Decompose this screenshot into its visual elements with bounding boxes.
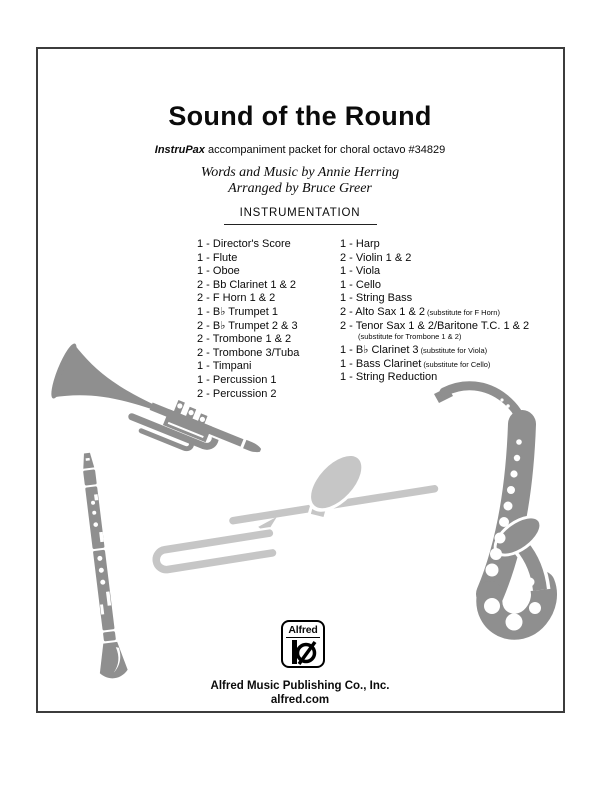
instrument-line: 2 - Percussion 2 xyxy=(197,387,277,400)
instrument-list-item xyxy=(197,279,299,293)
instrument-list-item xyxy=(340,265,529,279)
instrument-list-item xyxy=(340,238,529,252)
instrument-list-item xyxy=(197,320,299,334)
instrument-line: 1 - B♭ Clarinet 3 xyxy=(340,344,419,357)
saxophone-icon xyxy=(410,360,568,665)
substitute-note: (substitute for Viola) xyxy=(420,346,488,356)
clarinet-icon xyxy=(55,448,155,696)
instrument-list-item xyxy=(340,252,529,266)
instrument-line: 1 - Director's Score xyxy=(197,238,291,250)
instrument-line: 1 - Flute xyxy=(197,251,238,264)
instrument-line: 1 - Timpani xyxy=(197,360,252,373)
alfred-logo-text: Alfred xyxy=(286,624,320,638)
credits xyxy=(0,165,600,197)
instrument-list-item xyxy=(340,344,529,358)
instrument-line: 2 - Tenor Sax 1 & 2/Baritone T.C. 1 & 2 xyxy=(340,319,530,332)
instrument-line: 1 - B♭ Trumpet 1 xyxy=(197,305,278,318)
alfred-logo xyxy=(281,620,325,668)
instrument-list-item xyxy=(340,292,529,306)
publisher-name: Alfred Music Publishing Co., Inc. xyxy=(210,680,390,692)
instrumentation-heading: INSTRUMENTATION xyxy=(239,207,361,219)
subtitle-text: accompaniment packet for choral octavo #34829 xyxy=(204,144,446,156)
subtitle xyxy=(0,144,600,156)
instrument-line: 1 - Percussion 1 xyxy=(197,373,277,386)
instrument-line: 2 - Trombone 3/Tuba xyxy=(197,346,300,359)
instrument-line: 1 - Viola xyxy=(340,265,381,278)
credit-words-and-music: Words and Music by Annie Herring xyxy=(200,165,400,180)
instrument-line: 2 - Alto Sax 1 & 2 xyxy=(340,305,425,318)
instrument-list-item xyxy=(197,292,299,306)
instrument-line: 2 - F Horn 1 & 2 xyxy=(197,292,276,305)
instrument-list-item xyxy=(340,320,529,343)
substitute-note: (substitute for F Horn) xyxy=(427,307,500,317)
website-url: alfred.com xyxy=(270,694,330,706)
instrument-line: 1 - Oboe xyxy=(197,265,240,278)
instrument-line: 2 - Trombone 1 & 2 xyxy=(197,333,292,346)
credit-arranger: Arranged by Bruce Greer xyxy=(228,181,372,196)
instrument-line: 2 - Bb Clarinet 1 & 2 xyxy=(197,278,297,291)
instrument-line: 1 - Harp xyxy=(340,238,380,250)
instrument-line: 1 - Bass Clarinet xyxy=(340,357,422,370)
instrument-list-item xyxy=(197,265,299,279)
instrupax-brand: InstruPax xyxy=(154,144,205,156)
substitute-note: (substitute for Cello) xyxy=(423,359,491,369)
heading-underline xyxy=(224,224,377,225)
instrument-line: 1 - String Reduction xyxy=(340,371,438,384)
instrument-list-item xyxy=(197,238,299,252)
instrument-line: 2 - Violin 1 & 2 xyxy=(340,251,412,264)
instrument-list-item xyxy=(197,306,299,320)
instrument-line: 1 - String Bass xyxy=(340,292,413,305)
instrument-list-item xyxy=(340,279,529,293)
instrument-line: 1 - Cello xyxy=(340,278,381,291)
instrument-line: 2 - B♭ Trumpet 2 & 3 xyxy=(197,319,298,332)
page-title: Sound of the Round xyxy=(168,101,432,131)
instrument-list-item xyxy=(340,306,529,320)
instrument-list-item xyxy=(197,252,299,266)
alfred-logo-glyph-icon xyxy=(285,639,321,666)
substitute-note-below: (substitute for Trombone 1 & 2) xyxy=(358,332,462,342)
